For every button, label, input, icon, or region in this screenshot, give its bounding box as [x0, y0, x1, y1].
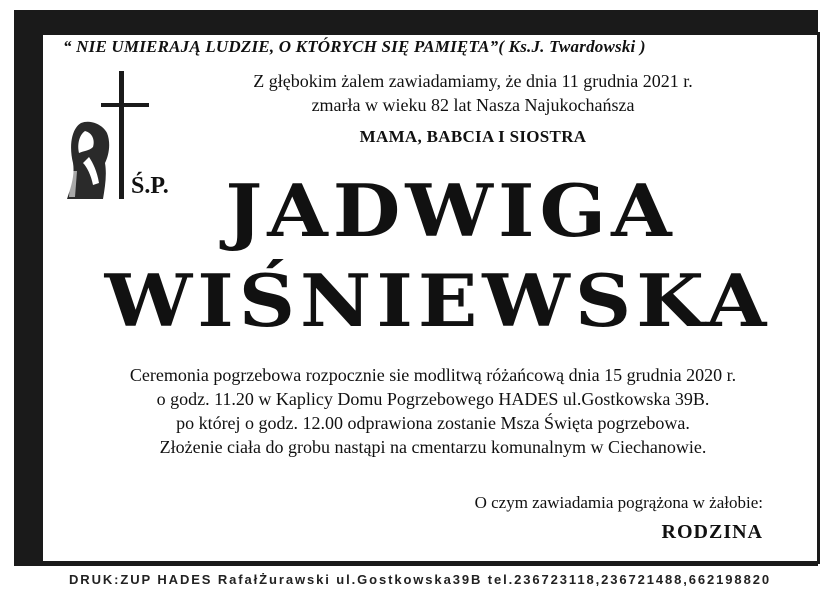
family-signature: RODZINA: [661, 521, 763, 543]
intro-line-2: zmarła w wieku 82 lat Nasza Najukochańsza: [311, 95, 635, 115]
memorial-quote: “ NIE UMIERAJĄ LUDZIE, O KTÓRYCH SIĘ PAMIĘTA”( Ks.J. Twardowski ): [63, 37, 646, 56]
ceremony-line: po której o godz. 12.00 odprawiona zostanie Msza Święta pogrzebowa.: [176, 413, 690, 433]
ceremony-line: Ceremonia pogrzebowa rozpocznie sie modlitwą różańcową dnia 15 grudnia 2020 r.: [129, 365, 737, 385]
ceremony-details: [83, 363, 783, 459]
intro-line-1: Z głębokim żalem zawiadamiamy, że dnia 11 grudnia 2021 r.: [253, 71, 693, 91]
ceremony-line: Złożenie ciała do grobu nastąpi na cmentarzu komunalnym w Ciechanowie.: [159, 437, 707, 457]
relation-heading: MAMA, BABCIA I SIOSTRA: [359, 127, 587, 146]
deceased-first-name: JADWIGA: [225, 169, 677, 254]
print-footer: DRUK:ZUP HADES RafałŻurawski ul.Gostkowska39B tel.236723118,236721488,662198820: [69, 572, 771, 587]
deceased-last-name: WIŚNIEWSKA: [104, 259, 772, 344]
obituary-frame-inner: [40, 32, 820, 564]
announcement-intro: [223, 69, 723, 117]
obituary-frame-outer: [14, 10, 818, 566]
ceremony-line: o godz. 11.20 w Kaplicy Domu Pogrzebowego HADES ul.Gostkowska 39B.: [156, 389, 710, 409]
sp-prefix: Ś.P.: [131, 173, 169, 199]
mourning-line: O czym zawiadamia pogrążona w żałobie:: [474, 493, 763, 512]
